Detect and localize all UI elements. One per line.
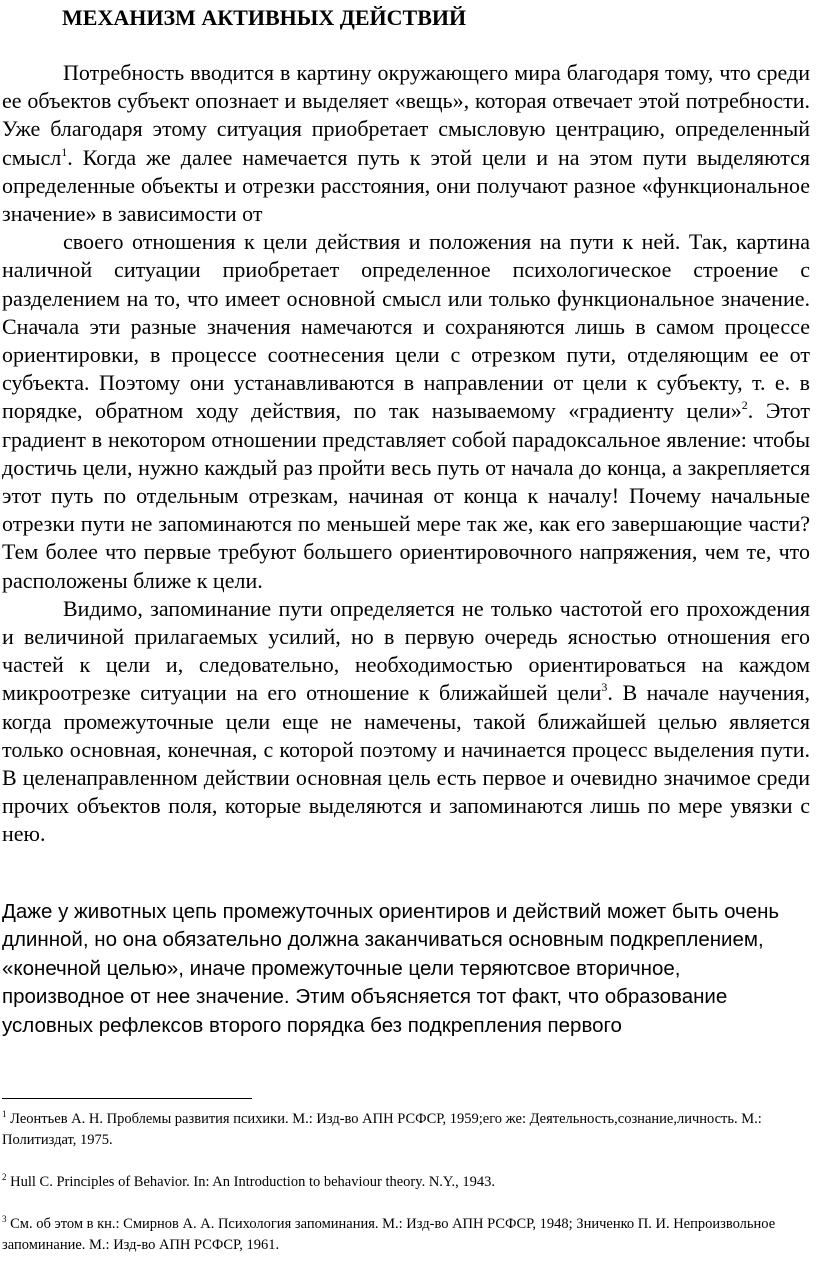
paragraph-text: Видимо, запоминание пути определяется не только частотой его прохождения и величиной прилагаемых усилий, но в первую очередь ясностью отношения его частей к цели и, следовательно, необходимостью ориентироваться на каждом микроотрезке ситуации на его отношение к ближайшей цели	[2, 595, 810, 706]
footnote-text: Hull C. Principles of Behavior. In: An Introduction to behaviour theory. N.Y., 1943.	[6, 1174, 496, 1190]
paragraph-sans: Даже у животных цепь промежуточных ориентиров и действий может быть очень длинной, но она обязательно должна заканчиваться основным подкреплением, «конечной целью», иначе промежуточные цели теряютсвое вторичное, производное от нее значение. Этим объясняется тот факт, что образование условных рефлексов второго порядка без подкрепления первого	[2, 900, 780, 1037]
footnote-ref[interactable]: 1	[61, 144, 68, 159]
footnote-number: 1	[2, 1109, 7, 1119]
footnote	[2, 1172, 814, 1193]
main-text	[2, 59, 810, 849]
paragraph	[2, 228, 810, 595]
footnote-ref[interactable]: 2	[741, 398, 748, 413]
footnote-text: См. об этом в кн.: Смирнов А. А. Психология запоминания. М.: Изд-во АПН РСФСР, 1948; Зниченко П. И. Непроизвольное запоминание. М.: Изд-во АПН РСФСР, 1961.	[2, 1216, 776, 1253]
paragraph-text: своего отношения к цели действия и положения на пути к ней. Так, картина наличной ситуации приобретает определенное психологическое строение с разделением на то, что имеет основной смысл или только функциональное значение. Сначала эти разные значения намечаются и сохраняются лишь в самом процессе ориентировки, в процессе соотнесения цели с отрезком пути, отделяющим ее от субъекта. Поэтому они устанавливаются в направлении от цели к субъекту, т. е. в порядке, обратном ходу действия, по так называемому «градиенту цели»	[2, 229, 810, 424]
footnote-number: 2	[2, 1172, 7, 1182]
footnote-number: 3	[2, 1214, 7, 1224]
paragraph	[2, 59, 810, 228]
footnote	[2, 1109, 814, 1151]
footnote-divider	[2, 1098, 252, 1099]
document-title: МЕХАНИЗМ АКТИВНЫХ ДЕЙСТВИЙ	[62, 5, 467, 30]
footnote-text: Леонтьев А. Н. Проблемы развития психики. М.: Изд-во АПН РСФСР, 1959;его же: Деятельность,сознание,личность. М.: Политиздат, 1975.	[2, 1111, 762, 1148]
sans-paragraph-block	[2, 898, 802, 1040]
footnotes	[2, 1109, 814, 1277]
paragraph-text: . В начале научения, когда промежуточные цели еще не намечены, такой ближайшей целью является только основная, конечная, с которой поэтому и начинается процесс выделения пути. В целенаправленном действии основная цель есть первое и очевидно значимое среди прочих объектов поля, которые выделяются и запоминаются лишь по мере увязки с нею.	[2, 680, 811, 847]
paragraph	[2, 595, 810, 849]
footnote	[2, 1214, 814, 1256]
paragraph-text: Потребность вводится в картину окружающего мира благодаря тому, что среди ее объектов субъект опознает и выделяет «вещь», которая отвечает этой потребности. Уже благодаря этому ситуация приобретает смысловую центрацию, определенный смысл	[2, 60, 810, 170]
paragraph-text: . Этот градиент в некотором отношении представляет собой парадоксальное явление: чтобы достичь цели, нужно каждый раз пройти весь путь от начала до конца, а закрепляется этот путь по отдельным отрезкам, начиная от конца к началу! Почему начальные отрезки пути не запоминаются по меньшей мере так же, как его завершающие части? Тем более что первые требуют большего ориентировочного напряжения, чем те, что расположены ближе к цели.	[2, 398, 810, 593]
paragraph-text: . Когда же далее намечается путь к этой цели и на этом пути выделяются определенные объекты и отрезки расстояния, они получают разное «функциональное значение» в зависимости от	[2, 144, 810, 227]
footnote-ref[interactable]: 3	[601, 680, 608, 695]
